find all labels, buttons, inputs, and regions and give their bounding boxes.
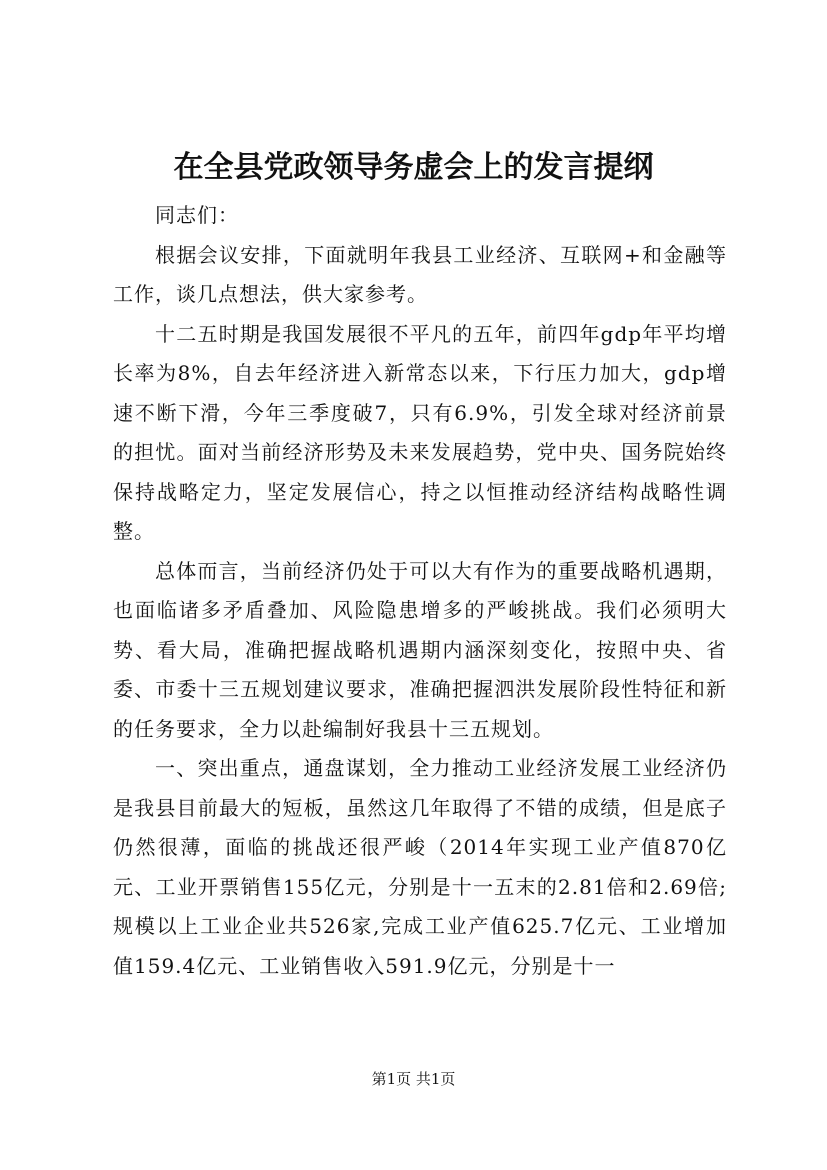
paragraph-intro: 根据会议安排，下面就明年我县工业经济、互联网+和金融等工作，谈几点想法，供大家参考。 (113, 242, 727, 306)
document-body (113, 196, 727, 986)
paragraph-section-one: 一、突出重点，通盘谋划，全力推动工业经济发展工业经济仍是我县目前最大的短板，虽然这几年取得了不错的成绩，但是底子仍然很薄，面临的挑战还很严峻（2014年实现工业产值870亿元、工业开票销售155亿元，分别是十一五末的2.81倍和2.69倍;规模以上工业企业共526家,完成工业产值625.7亿元、工业增加值159.4亿元、工业销售收入591.9亿元，分别是十一 (113, 756, 727, 978)
page-footer: 第1页 共1页 (371, 1070, 456, 1088)
salutation: 同志们： (155, 203, 239, 227)
document-title: 在全县党政领导务虚会上的发言提纲 (173, 150, 654, 185)
paragraph-overall: 总体而言，当前经济仍处于可以大有作为的重要战略机遇期，也面临诸多矛盾叠加、风险隐患增多的严峻挑战。我们必须明大势、看大局，准确把握战略机遇期内涵深刻变化，按照中央、省委、市委十三五规划建议要求，准确把握泗洪发展阶段性特征和新的任务要求，全力以赴编制好我县十三五规划。 (113, 558, 727, 741)
paragraph-economy: 十二五时期是我国发展很不平凡的五年，前四年gdp年平均增长率为8%，自去年经济进入新常态以来，下行压力加大，gdp增速不断下滑，今年三季度破7，只有6.9%，引发全球对经济前景的担忧。面对当前经济形势及未来发展趋势，党中央、国务院始终保持战略定力，坚定发展信心，持之以恒推动经济结构战略性调整。 (113, 321, 727, 543)
